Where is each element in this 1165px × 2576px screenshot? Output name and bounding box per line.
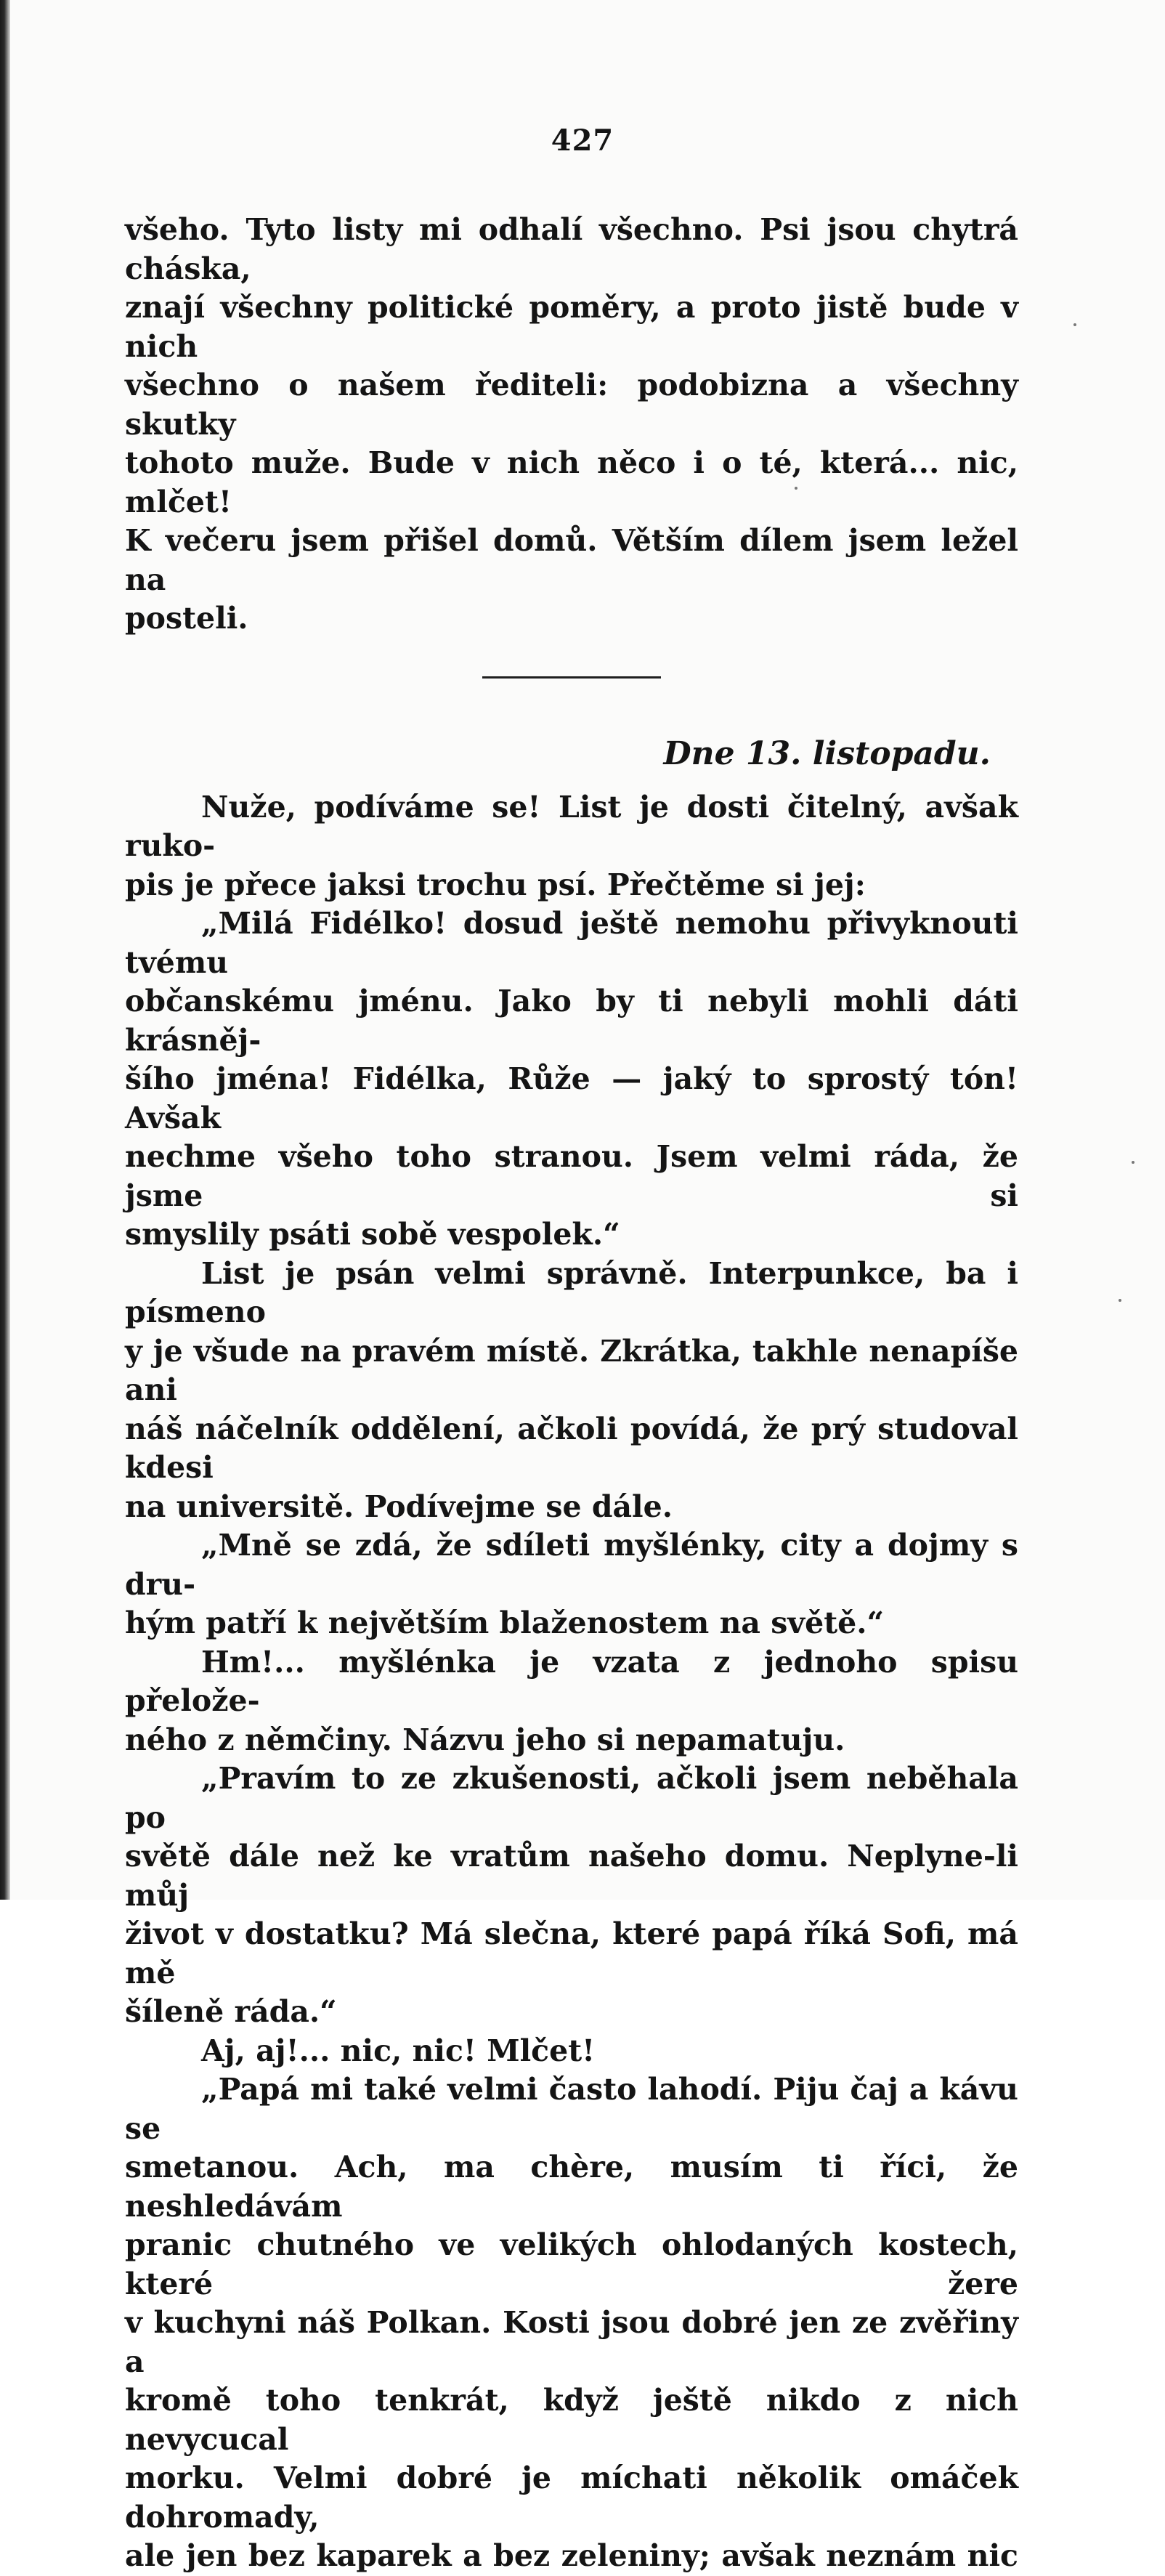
text-line: morku. Velmi dobré je míchati několik omáček dohromady, bbox=[125, 2460, 1018, 2535]
text-line: znají všechny politické poměry, a proto jistě bude v nich bbox=[125, 290, 1018, 364]
text-line: šíleně ráda.“ bbox=[125, 1994, 337, 2029]
text-line: náš náčelník oddělení, ačkoli povídá, že prý studoval kdesi bbox=[125, 1411, 1018, 1485]
text-line: pis je přece jaksi trochu psí. Přečtěme si jej: bbox=[125, 867, 866, 902]
scan-speck bbox=[1132, 1161, 1134, 1164]
text-line: Nuže, podíváme se! List je dosti čitelný, avšak ruko- bbox=[125, 789, 1018, 863]
paragraph bbox=[125, 904, 1018, 1255]
text-line: všechno o našem řediteli: podobizna a všechny skutky bbox=[125, 368, 1018, 442]
section-divider-wrap bbox=[125, 639, 1018, 720]
text-line: Aj, aj!... nic, nic! Mlčet! bbox=[201, 2033, 596, 2068]
section-divider bbox=[482, 676, 661, 679]
text-line: List je psán velmi správně. Interpunkce, ba i písmeno bbox=[125, 1255, 1018, 1329]
text-line: „Pravím to ze zkušenosti, ačkoli jsem neběhala po bbox=[125, 1761, 1018, 1835]
text-line: všeho. Tyto listy mi odhalí všechno. Psi jsou chytrá cháska, bbox=[125, 212, 1018, 286]
scan-speck bbox=[1073, 323, 1076, 326]
page-number: 427 bbox=[551, 123, 614, 158]
scan-speck bbox=[795, 487, 797, 490]
text-line: smetanou. Ach, ma chère, musím ti říci, že neshledávám bbox=[125, 2150, 1018, 2224]
paragraph bbox=[125, 2070, 1018, 2576]
text-line: ného z němčiny. Názvu jeho si nepamatuju. bbox=[125, 1722, 845, 1757]
text-line: nechme všeho toho stranou. Jsem velmi ráda, že jsme si bbox=[125, 1139, 1018, 1213]
date-heading: Dne 13. listopadu. bbox=[663, 734, 991, 772]
text-line: „Papá mi také velmi často lahodí. Piju čaj a kávu se bbox=[125, 2072, 1018, 2146]
text-line: občanskému jménu. Jako by ti nebyli mohli dáti krásněj- bbox=[125, 984, 1018, 1058]
text-line: Hm!... myšlénka je vzata z jednoho spisu přelože- bbox=[125, 1644, 1018, 1718]
text-line: tohoto muže. Bude v nich něco i o té, která... nic, mlčet! bbox=[125, 445, 1018, 519]
paragraph bbox=[125, 1526, 1018, 1643]
text-line: v kuchyni náš Polkan. Kosti jsou dobré jen ze zvěřiny a bbox=[125, 2305, 1018, 2379]
paragraph bbox=[125, 1759, 1018, 2032]
text-line: y je všude na pravém místě. Zkrátka, takhle nenapíše ani bbox=[125, 1333, 1018, 1407]
text-line: „Mně se zdá, že sdíleti myšlénky, city a dojmy s dru- bbox=[125, 1528, 1018, 1602]
text-line: světě dále než ke vratům našeho domu. Neplyne-li můj bbox=[125, 1839, 1018, 1913]
text-line: život v dostatku? Má slečna, které papá říká Sofi, má mě bbox=[125, 1916, 1018, 1990]
text-line: na universitě. Podívejme se dále. bbox=[125, 1489, 673, 1524]
text-line: hým patří k největším blaženostem na světě.“ bbox=[125, 1605, 885, 1640]
paragraph bbox=[125, 1255, 1018, 1527]
text-line: kromě toho tenkrát, když ještě nikdo z nich nevycucal bbox=[125, 2383, 1018, 2457]
scan-speck bbox=[1119, 1299, 1121, 1302]
text-line: K večeru jsem přišel domů. Větším dílem jsem ležel na bbox=[125, 523, 1018, 597]
opening-paragraph bbox=[125, 211, 1018, 639]
paragraph bbox=[125, 1643, 1018, 1760]
paragraph bbox=[125, 788, 1018, 905]
text-line: posteli. bbox=[125, 601, 248, 636]
text-line: pranic chutného ve velikých ohlodaných kostech, které žere bbox=[125, 2227, 1018, 2301]
page-text bbox=[125, 211, 1018, 2576]
text-line: smyslily psáti sobě vespolek.“ bbox=[125, 1217, 620, 1252]
text-line: ale jen bez kaparek a bez zeleniny; avšak neznám nic bbox=[125, 2538, 1018, 2573]
page-edge-shadow bbox=[0, 0, 10, 1900]
paragraph bbox=[125, 2032, 1018, 2071]
text-line: „Milá Fidélko! dosud ještě nemohu přivyknouti tvému bbox=[125, 906, 1018, 980]
text-line: šího jména! Fidélka, Růže — jaký to sprostý tón! Avšak bbox=[125, 1061, 1018, 1135]
